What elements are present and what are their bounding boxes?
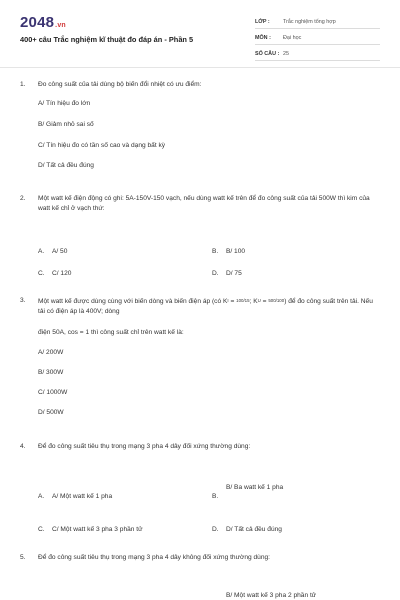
question-text: Để đo công suất tiêu thụ trong mạng 3 pha 4 dây không đối xứng thường dùng: bbox=[38, 554, 271, 561]
answer-option[interactable]: D/ 500W bbox=[38, 409, 64, 416]
meta-subject: MÔN : Đại học bbox=[255, 32, 380, 45]
question-text: Một watt kế được dùng cùng với biến dòng và biến điện áp (có KI = 100/15; KU = 500/100) để đo công suất trên tải. Nếu tải có điện áp là 400V; dòng bbox=[38, 297, 373, 315]
question-text: Một watt kế điện động có ghi: 5A-150V-150 vạch, nếu dùng watt kế trên để đo công suất của tải 500W thì kim của watt kế chỉ ở vạch thứ: bbox=[38, 195, 370, 212]
answer-option[interactable]: A. A/ 50 bbox=[38, 248, 68, 255]
question-text: Để đo công suất tiêu thụ trong mạng 3 pha 4 dây đối xứng thường dùng: bbox=[38, 443, 251, 450]
answer-option[interactable]: A/ 200W bbox=[38, 349, 64, 356]
document-meta bbox=[255, 16, 380, 64]
question-3-continued: điện 50A, cos = 1 thì công suất chỉ trên watt kế là: bbox=[38, 329, 184, 336]
answer-option[interactable]: A. A/ Một watt kế 1 pha bbox=[38, 493, 113, 500]
meta-question-count: SỐ CÂU : 25 bbox=[255, 48, 380, 61]
page-title: 400+ câu Trắc nghiệm kĩ thuật đo đáp án - Phần 5 bbox=[20, 35, 194, 44]
answer-option[interactable]: C/ Tín hiệu đo có tần số cao và dạng bất kỳ bbox=[38, 142, 166, 149]
meta-class: LỚP : Trắc nghiệm tổng hợp bbox=[255, 16, 380, 29]
question-2: 2. Một watt kế điện động có ghi: 5A-150V-150 vạch, nếu dùng watt kế trên để đo công suất của tải 500W thì kim của watt kế chỉ ở vạch thứ: bbox=[20, 194, 380, 214]
question-1: 1. Đo công suất của tải dùng bộ biến đổi nhiệt có ưu điểm: bbox=[20, 80, 380, 90]
answer-option[interactable]: B/ Một watt kế 3 pha 2 phần tử bbox=[226, 592, 317, 599]
answer-option[interactable]: D. D/ 75 bbox=[212, 270, 242, 277]
site-logo[interactable]: 2048.vn bbox=[20, 14, 66, 31]
answer-option[interactable]: A/ Tín hiệu đo lớn bbox=[38, 100, 91, 107]
page-header bbox=[0, 0, 400, 66]
question-4: 4. Để đo công suất tiêu thụ trong mạng 3 pha 4 dây đối xứng thường dùng: bbox=[20, 442, 380, 452]
answer-option[interactable]: D. D/ Tất cả đều đúng bbox=[212, 526, 282, 533]
answer-option-text: B/ Ba watt kế 1 pha bbox=[226, 484, 284, 491]
answer-option[interactable]: B. bbox=[212, 493, 219, 500]
header-divider bbox=[0, 67, 400, 68]
answer-option[interactable]: B/ Giảm nhỏ sai số bbox=[38, 121, 94, 128]
answer-option[interactable]: C/ 1000W bbox=[38, 389, 68, 396]
question-5: 5. Để đo công suất tiêu thụ trong mạng 3 pha 4 dây không đối xứng thường dùng: bbox=[20, 553, 380, 563]
question-text: Đo công suất của tải dùng bộ biến đổi nhiệt có ưu điểm: bbox=[38, 81, 202, 88]
answer-option[interactable]: C. C/ 120 bbox=[38, 270, 72, 277]
answer-option[interactable]: B/ 300W bbox=[38, 369, 64, 376]
answer-option[interactable]: B. B/ 100 bbox=[212, 248, 246, 255]
question-3: 3. Một watt kế được dùng cùng với biến dòng và biến điện áp (có KI = 100/15; KU = 500/100) để đo công suất trên tải. Nếu tải có điện áp là 400V; dòng bbox=[20, 296, 380, 317]
answer-option[interactable]: D/ Tất cả đều đúng bbox=[38, 162, 94, 169]
answer-option[interactable]: C. C/ Một watt kế 3 pha 3 phần tử bbox=[38, 526, 143, 533]
